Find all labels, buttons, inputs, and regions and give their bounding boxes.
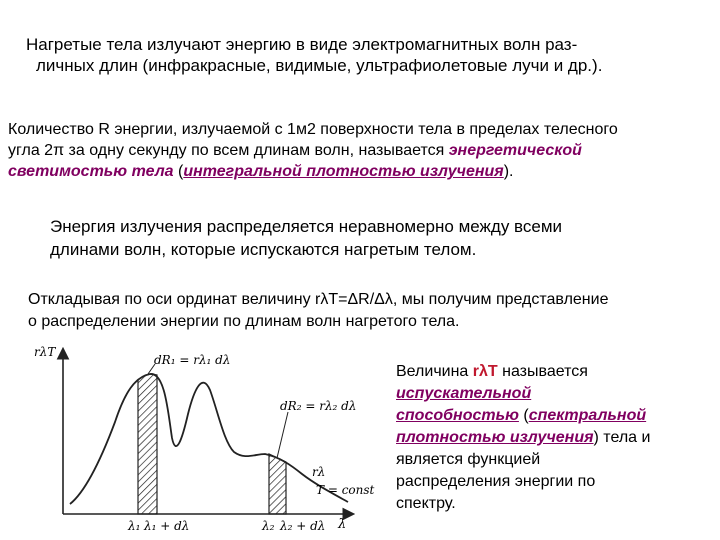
luminosity-line-1: Количество R энергии, излучаемой с 1м2 поверхности тела в пределах телесного xyxy=(8,121,618,138)
term-body-luminosity: светимостью тела xyxy=(8,163,174,180)
paragraph-luminosity xyxy=(8,119,618,182)
emissivity-line-4: плотностью излучения) тела и xyxy=(396,429,651,446)
spectral-distribution-graph xyxy=(30,342,380,540)
luminosity-line-3: светимостью тела (интегральной плотностью излучения). xyxy=(8,163,514,180)
term-ability: способностью xyxy=(396,407,519,424)
ordinate-line-2: о распределении энергии по длинам волн нагретого тела. xyxy=(28,313,460,330)
strip-lambda-1 xyxy=(138,374,157,514)
term-spectral: спектральной xyxy=(528,407,647,424)
symbol-r-lambda-t: rλT xyxy=(472,363,498,380)
paragraph-distribution xyxy=(50,215,562,261)
paragraph-emissivity xyxy=(396,361,650,515)
tick-lambda-1-dl: λ₁ + dλ xyxy=(144,519,190,533)
distribution-line-1: Энергия излучения распределяется неравномерно между всеми xyxy=(50,217,563,236)
emission-curve xyxy=(70,374,348,504)
intro-line-2: личных длин (инфракрасные, видимые, ультрафиолетовые лучи и др.). xyxy=(36,56,603,75)
distribution-line-2: длинами волн, которые испускаются нагретым телом. xyxy=(50,240,477,259)
label-dr2: dR₂ = rλ₂ dλ xyxy=(280,399,357,413)
emissivity-line-7: спектру. xyxy=(396,495,456,512)
term-emissive: испускательной xyxy=(396,385,532,402)
tick-lambda-2-dl: λ₂ + dλ xyxy=(280,519,326,533)
term-radiation-density: плотностью излучения xyxy=(396,429,594,446)
y-axis-label: rλT xyxy=(34,345,56,359)
emissivity-line-5: является функцией xyxy=(396,451,541,468)
paragraph-ordinate xyxy=(28,289,608,333)
x-axis-label: λ xyxy=(338,517,347,532)
intro-line-1: Нагретые тела излучают энергию в виде электромагнитных волн раз- xyxy=(26,35,578,54)
term-energetic: энергетической xyxy=(448,142,582,159)
strip-lambda-2 xyxy=(269,454,286,514)
luminosity-line-2: угла 2π за одну секунду по всем длинам волн, называется энергетической xyxy=(8,142,582,159)
ordinate-line-1: Откладывая по оси ординат величину rλT=ΔR/Δλ, мы получим представление xyxy=(28,291,609,308)
label-dr1: dR₁ = rλ₁ dλ xyxy=(154,353,231,367)
tick-lambda-2: λ₂ xyxy=(262,519,275,533)
emissivity-line-6: распределения энергии по xyxy=(396,473,596,490)
label-t-const: T = const xyxy=(316,483,375,497)
label-curve: rλ xyxy=(312,465,326,479)
paragraph-intro xyxy=(26,34,602,76)
emissivity-line-3: способностью (спектральной xyxy=(396,407,647,424)
leader-dr2 xyxy=(277,412,288,458)
term-integral-density: интегральной плотностью излучения xyxy=(183,163,504,180)
emissivity-line-1: Величина rλT называется xyxy=(396,363,588,380)
tick-lambda-1: λ₁ xyxy=(128,519,141,533)
emissivity-line-2 xyxy=(396,383,650,405)
